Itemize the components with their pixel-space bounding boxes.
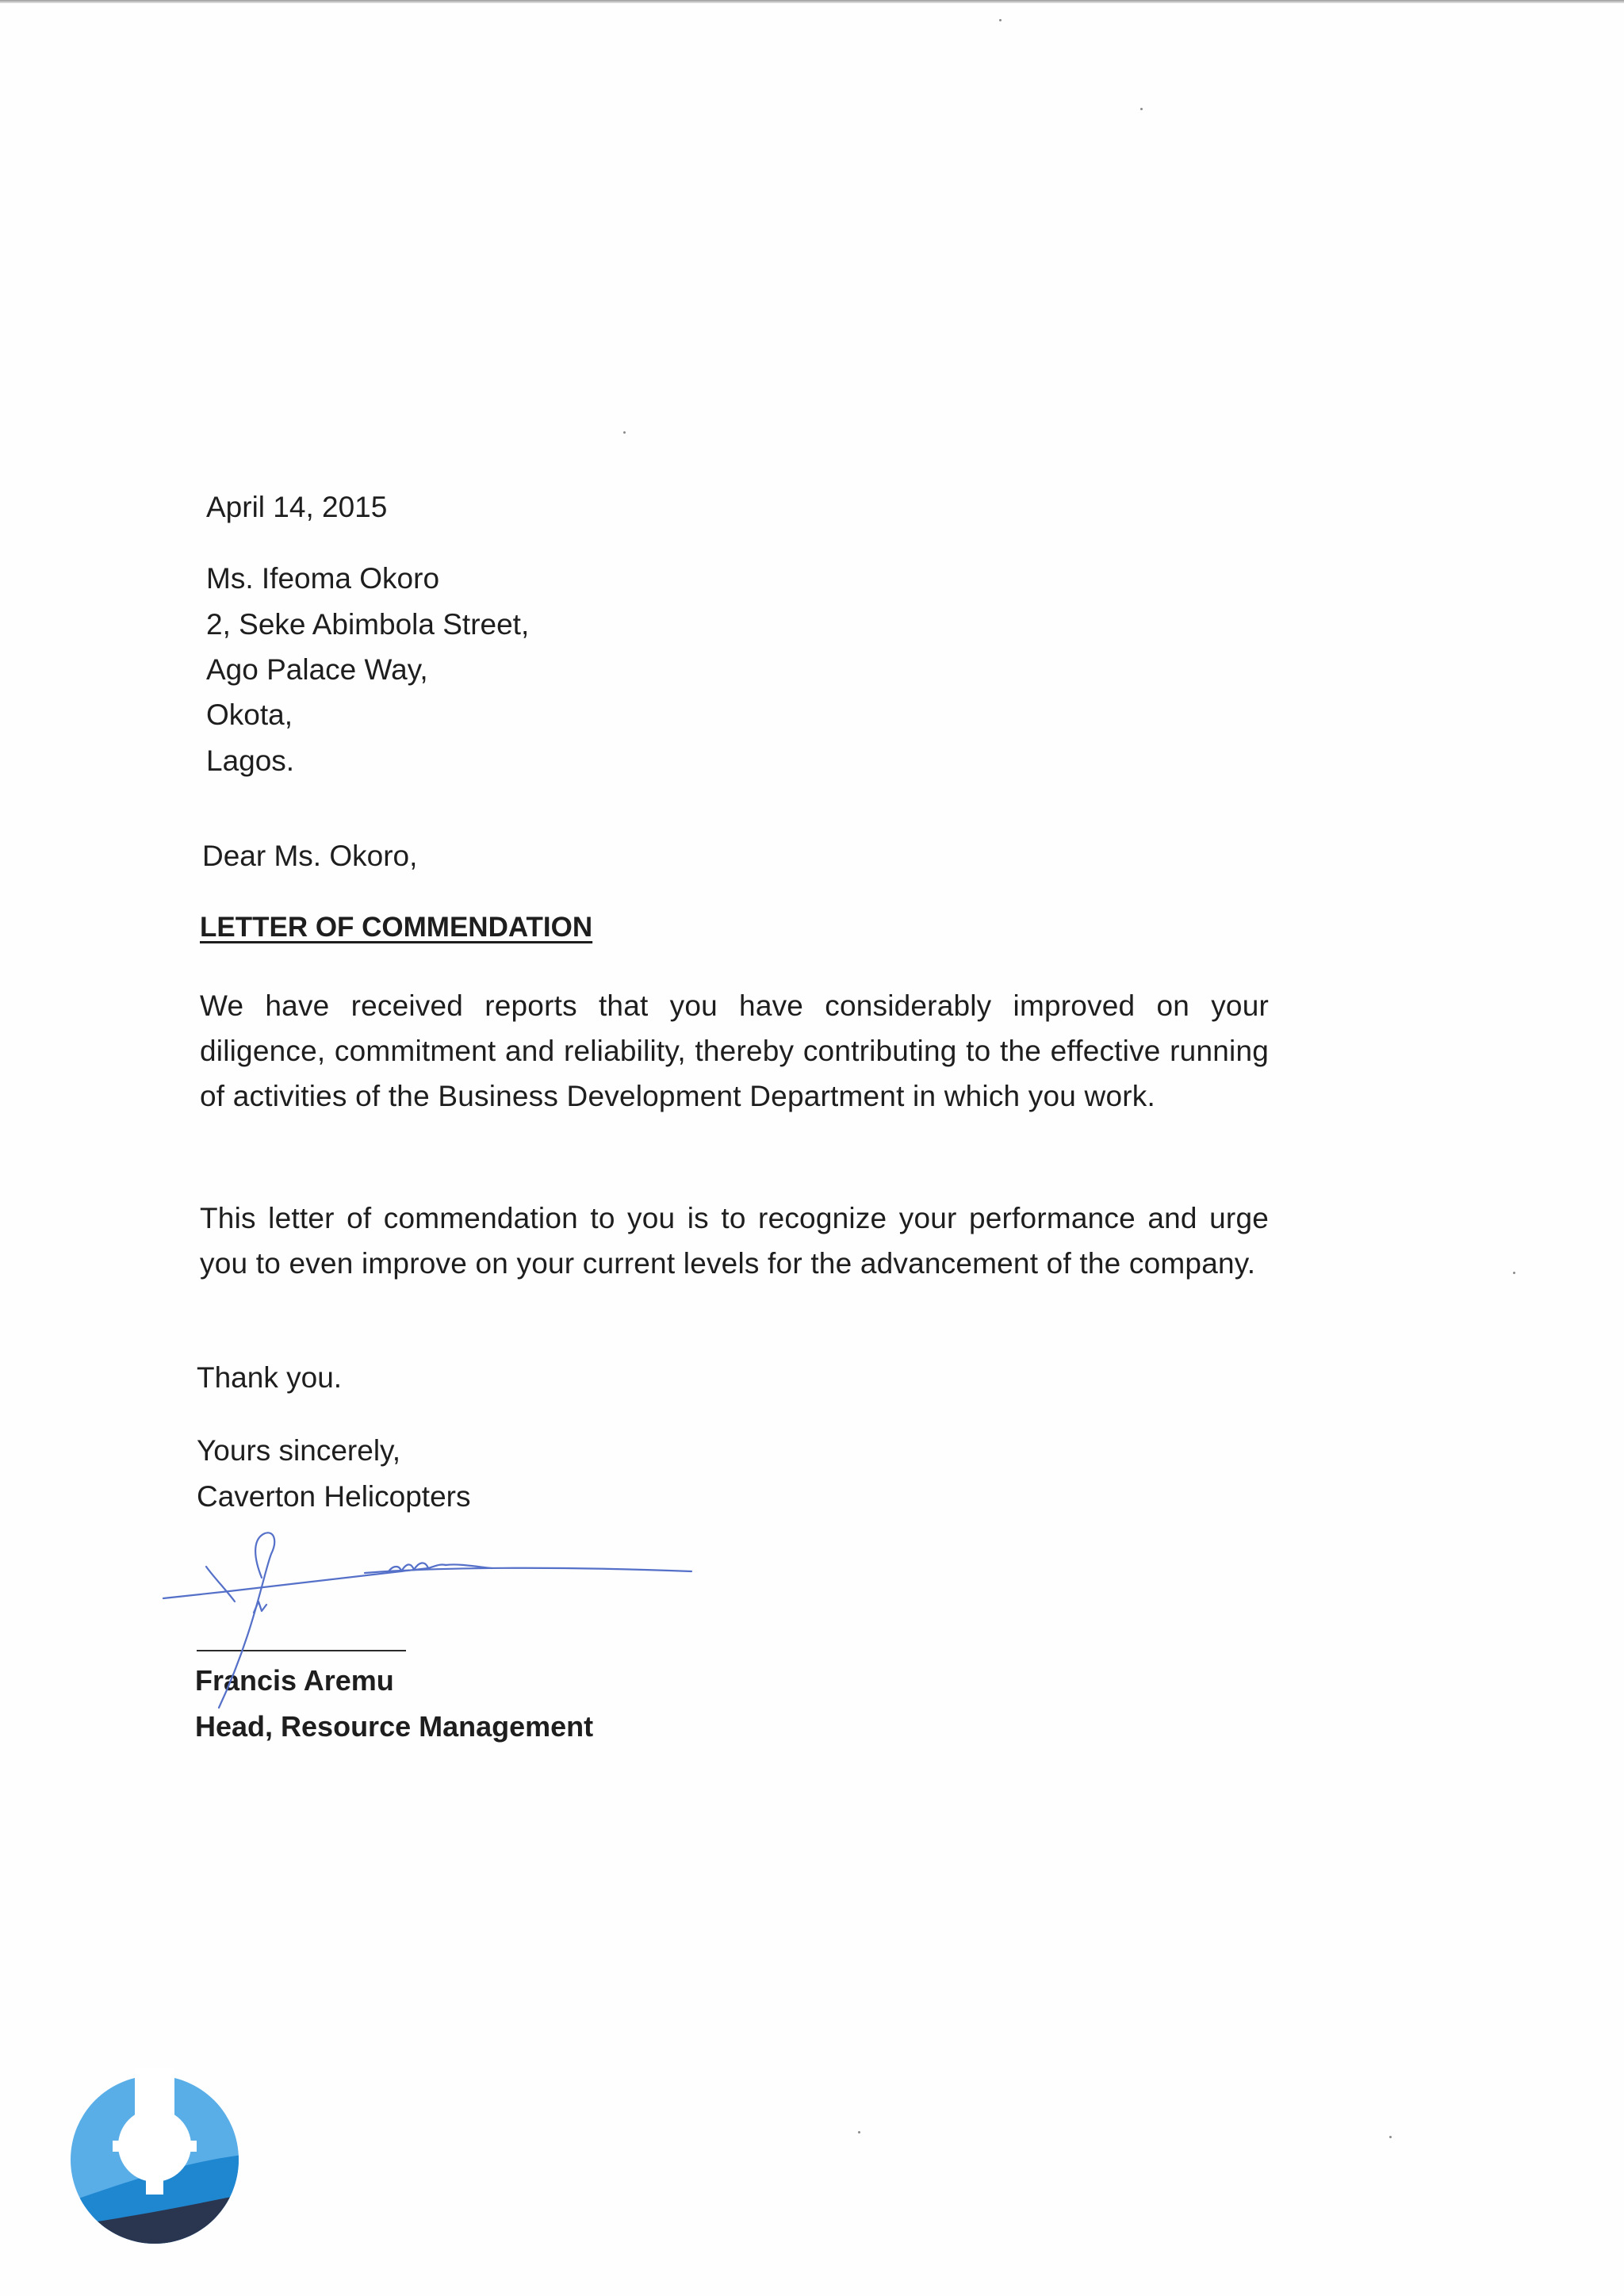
valediction: Yours sincerely, [197,1434,401,1467]
scan-speck [623,431,626,434]
recipient-name: Ms. Ifeoma Okoro [206,562,440,595]
letter-subject: LETTER OF COMMENDATION [200,912,593,943]
scan-speck [1389,2136,1392,2138]
thanks-line: Thank you. [197,1361,343,1394]
recipient-address-line: Lagos. [206,744,295,777]
signer-name: Francis Aremu [195,1664,394,1697]
recipient-address-line: Ago Palace Way, [206,653,428,686]
company-name: Caverton Helicopters [197,1480,471,1513]
letter-date: April 14, 2015 [206,491,388,523]
scan-speck [1513,1272,1515,1274]
body-paragraph: This letter of commendation to you is to recognize your performance and urge you to even improve on your current levels for the advancement of the company. [200,1202,1269,1280]
recipient-address-line: 2, Seke Abimbola Street, [206,608,530,641]
salutation: Dear Ms. Okoro, [202,840,418,872]
scan-speck [999,19,1002,21]
scan-edge [0,0,1624,3]
scan-speck [1140,108,1143,110]
signer-title: Head, Resource Management [195,1710,594,1743]
recipient-address-line: Okota, [206,698,293,731]
handwritten-signature [159,1522,698,1712]
scan-speck [858,2131,860,2133]
body-paragraph: We have received reports that you have considerably improved on your diligence, commitment and reliability, thereby contributing to the effective running of activities of the Business Development Department in which you work. [200,989,1269,1112]
caverton-logo-icon [67,2068,243,2244]
